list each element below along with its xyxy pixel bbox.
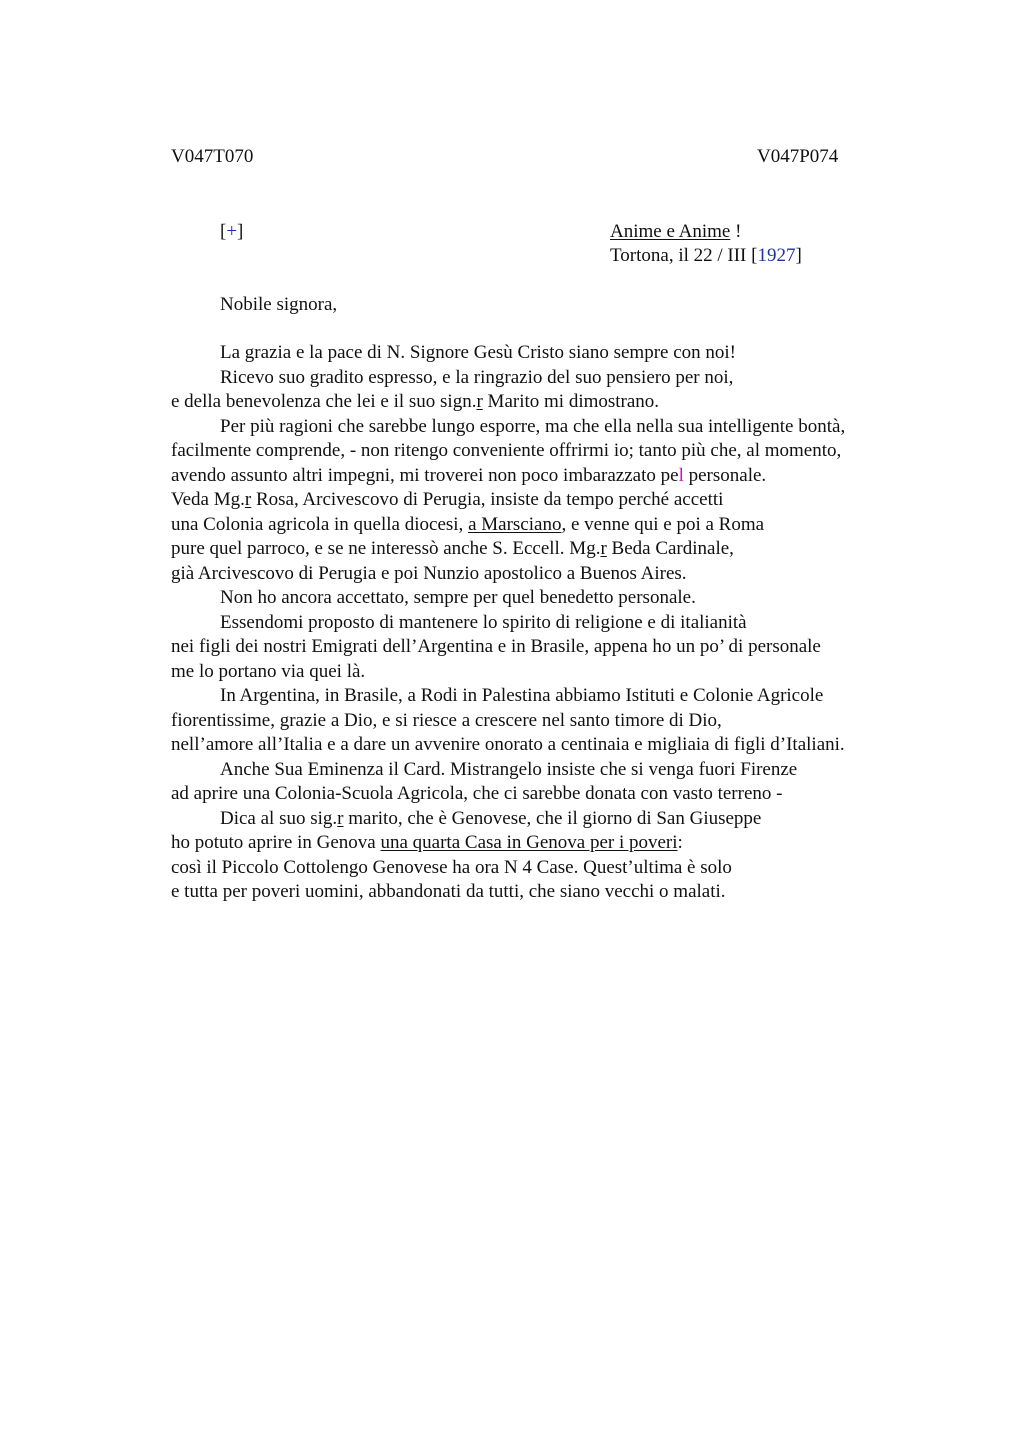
body-line [171, 831, 931, 856]
body-line [171, 537, 931, 562]
editorial-correction: l [678, 464, 684, 486]
body-line: fiorentissime, grazie a Dio, e si riesce a crescere nel santo timore di Dio, [171, 709, 722, 731]
place-date-text: Tortona, il 22 / III [610, 245, 752, 266]
letter-title [610, 221, 741, 243]
body-line [171, 807, 931, 832]
marker-open-bracket: [ [220, 221, 227, 242]
body-line: ad aprire una Colonia-Scuola Agricola, che ci sarebbe donata con vasto terreno - [171, 783, 783, 804]
body-line: Essendomi proposto di mantenere lo spirito di religione e di italianità [220, 611, 747, 633]
body-line [171, 464, 931, 489]
line-segment: una Colonia agricola in quella diocesi, [171, 513, 469, 535]
year-editorial: 1927 [757, 245, 796, 266]
line-segment: , e venne qui e poi a Roma [561, 513, 765, 535]
line-segment: personale. [683, 464, 767, 486]
place-date [610, 245, 802, 267]
document-code-left: V047T070 [171, 146, 254, 167]
line-segment: ho potuto aprire in Genova [171, 832, 381, 853]
year-open-bracket: [ [751, 245, 758, 266]
line-segment: Dica al suo sig. [220, 807, 338, 829]
body-line [171, 390, 931, 415]
line-segment: Veda Mg. [171, 489, 245, 510]
place-underlined: a Marsciano [468, 513, 562, 535]
body-line: Per più ragioni che sarebbe lungo esporre, ma che ella nella sua intelligente bontà, [220, 415, 846, 437]
body-line [171, 488, 931, 513]
abbrev-underlined: r [244, 489, 252, 510]
body-line: La grazia e la pace di N. Signore Gesù Cristo siano sempre con noi! [220, 342, 737, 363]
phrase-underlined: una quarta Casa in Genova per i poveri [380, 832, 678, 853]
body-line: In Argentina, in Brasile, a Rodi in Palestina abbiamo Istituti e Colonie Agricole [220, 685, 824, 706]
abbrev-underlined: r [337, 807, 344, 829]
line-segment: pure quel parroco, e se ne interessò anche S. Eccell. Mg. [171, 538, 601, 559]
title-punctuation: ! [730, 221, 742, 242]
body-line: facilmente comprende, - non ritengo conveniente offrirmi io; tanto più che, al momento, [171, 440, 842, 461]
line-segment: Rosa, Arcivescovo di Perugia, insiste da tempo perché accetti [251, 489, 724, 510]
title-underlined: Anime e Anime [610, 221, 731, 242]
line-segment: Beda Cardinale, [606, 538, 734, 559]
body-line [171, 513, 931, 538]
letter-body [171, 341, 931, 905]
line-segment: : [677, 832, 683, 853]
editor-marker [220, 221, 243, 243]
abbrev-underlined: r [600, 538, 607, 559]
body-line: già Arcivescovo di Perugia e poi Nunzio apostolico a Buenos Aires. [171, 562, 687, 584]
line-segment: Marito mi dimostrano. [482, 391, 660, 412]
body-line: Non ho ancora accettato, sempre per quel benedetto personale. [220, 587, 696, 608]
line-segment: marito, che è Genovese, che il giorno di San Giuseppe [343, 807, 762, 829]
body-line: Anche Sua Eminenza il Card. Mistrangelo insiste che si venga fuori Firenze [220, 758, 798, 780]
line-segment: e della benevolenza che lei e il suo sign. [171, 391, 477, 412]
body-line: me lo portano via quei là. [171, 660, 366, 682]
year-close-bracket: ] [795, 245, 802, 266]
salutation: Nobile signora, [220, 294, 338, 315]
body-line: nell’amore all’Italia e a dare un avvenire onorato a centinaia e migliaia di figli d’Italiani. [171, 734, 845, 755]
body-line: così il Piccolo Cottolengo Genovese ha ora N 4 Case. Quest’ultima è solo [171, 856, 732, 878]
line-segment: avendo assunto altri impegni, mi troverei non poco imbarazzato pe [171, 464, 679, 486]
body-line: Ricevo suo gradito espresso, e la ringrazio del suo pensiero per noi, [220, 366, 734, 388]
abbrev-underlined: r [476, 391, 483, 412]
document-code-right: V047P074 [757, 146, 839, 167]
marker-close-bracket: ] [237, 221, 244, 242]
body-line: nei figli dei nostri Emigrati dell’Argentina e in Brasile, appena ho un po’ di personale [171, 636, 821, 657]
body-line: e tutta per poveri uomini, abbandonati da tutti, che siano vecchi o malati. [171, 881, 726, 902]
plus-marker: + [226, 221, 238, 242]
